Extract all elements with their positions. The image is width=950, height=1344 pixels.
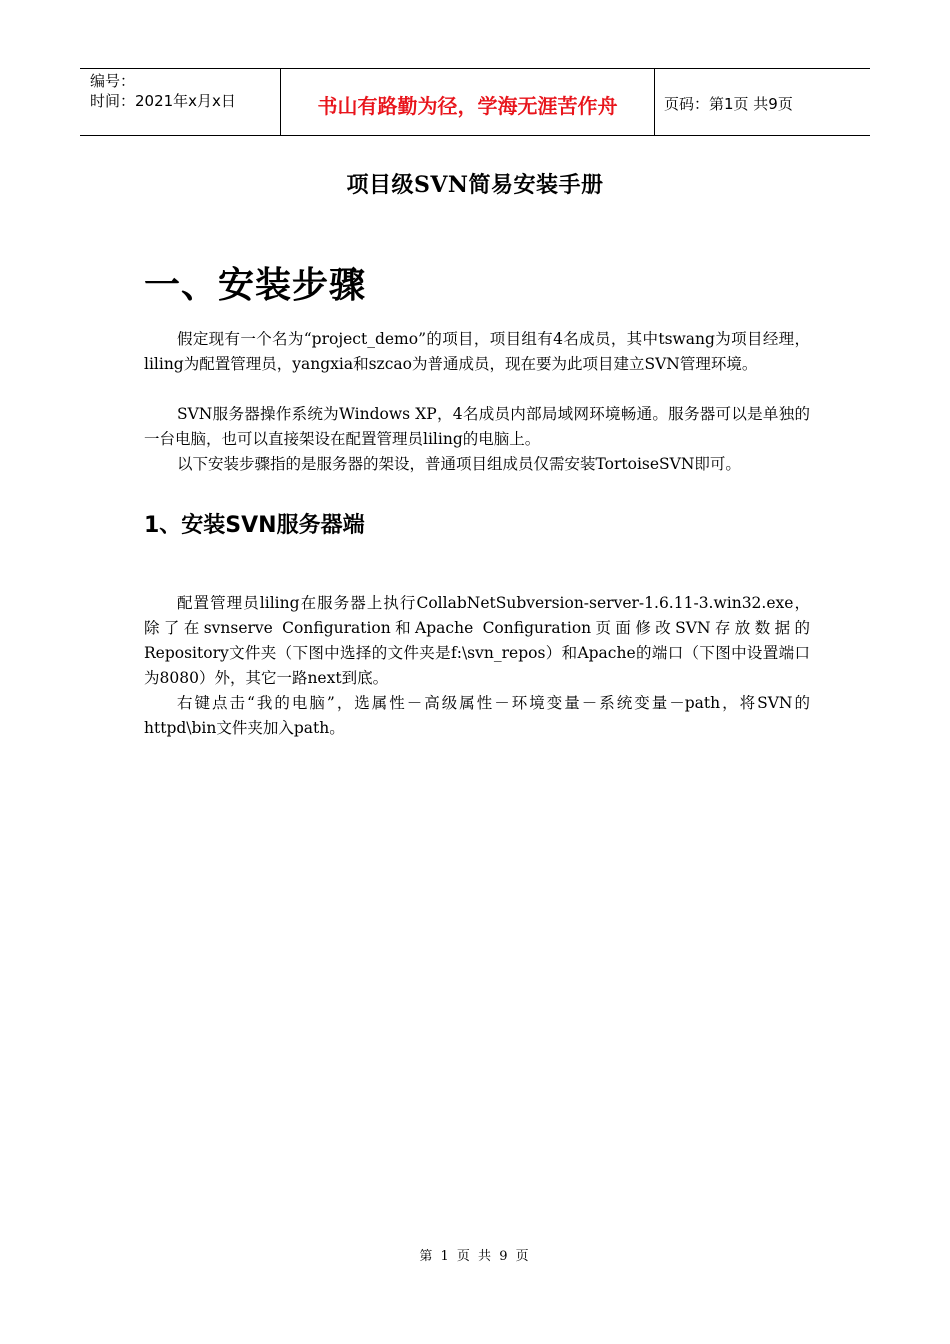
- header-meta-cell: [80, 69, 281, 135]
- header-time-label: 时间：2021年x月x日: [90, 92, 236, 110]
- section-heading-install-steps: 一、安装步骤: [144, 264, 367, 306]
- header-motto: 书山有路勤为径，学海无涯苦作舟: [281, 69, 655, 135]
- page-header: [80, 68, 870, 136]
- paragraph-set-path: 右键点击“我的电脑”，选属性－高级属性－环境变量－系统变量－path，将SVN的httpd\bin文件夹加入path。: [144, 694, 810, 737]
- paragraph-project-intro: 假定现有一个名为“project_demo”的项目，项目组有4名成员，其中tswang为项目经理，liling为配置管理员，yangxia和szcao为普通成员，现在要为此项目建立SVN管理环境。: [144, 330, 810, 373]
- header-page-info: 页码：第1页 共9页: [664, 94, 793, 113]
- page-footer: 第 1 页 共 9 页: [419, 1249, 531, 1264]
- paragraph-install-note: 以下安装步骤指的是服务器的架设，普通项目组成员仅需安装TortoiseSVN即可。: [177, 455, 741, 473]
- subsection-heading-install-svn-server: 1、安装SVN服务器端: [144, 513, 365, 538]
- paragraph-run-installer: 配置管理员liling在服务器上执行CollabNetSubversion-server-1.6.11-3.win32.exe，除了在svnserve Configuration和Apache Configuration页面修改SVN存放数据的Repository文件夹（下图中选择的文件夹是f:\svn_repos）和Apache的端口（下图中设置端口为8080）外，其它一路next到底。: [144, 594, 810, 687]
- paragraph-server-os: SVN服务器操作系统为Windows XP，4名成员内部局域网环境畅通。服务器可以是单独的一台电脑，也可以直接架设在配置管理员liling的电脑上。: [144, 405, 810, 448]
- document-title: 项目级SVN简易安装手册: [346, 172, 604, 198]
- header-number-label: 编号：: [90, 72, 136, 90]
